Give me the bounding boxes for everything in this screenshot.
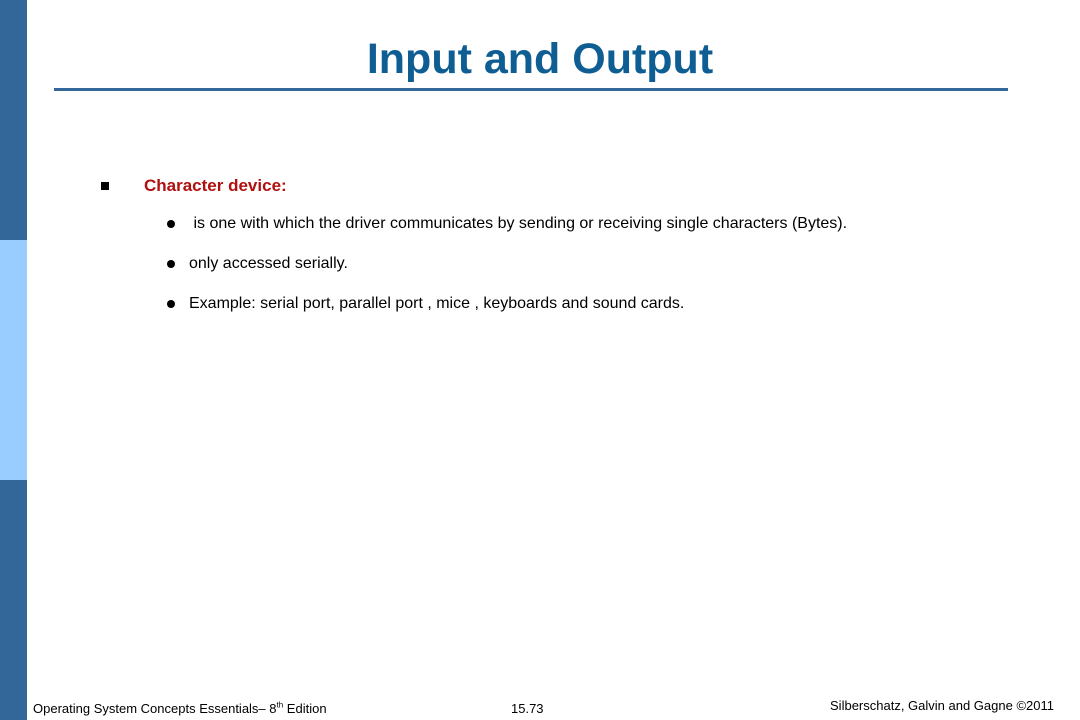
sub-bullet — [167, 292, 684, 316]
slide-title: Input and Output — [366, 35, 714, 83]
sub-bullet — [167, 212, 847, 236]
footer-book-title — [33, 701, 327, 716]
side-bar-bottom — [0, 480, 27, 720]
sub-bullet — [167, 252, 348, 276]
footer-book-title-prefix: Operating System Concepts Essentials– 8 — [33, 701, 277, 716]
bullet-character-device — [101, 174, 287, 198]
footer-authors: Silberschatz, Galvin and Gagne ©2011 — [830, 698, 1054, 713]
square-bullet-icon — [101, 182, 109, 190]
sub-bullet-text: only accessed serially. — [189, 255, 348, 272]
side-bar-middle — [0, 240, 27, 480]
sub-bullet-text: Example: serial port, parallel port , mice , keyboards and sound cards. — [189, 295, 685, 312]
footer-superscript: th — [276, 700, 284, 710]
footer-book-title-suffix: Edition — [283, 701, 327, 716]
title-underline — [54, 88, 1008, 91]
footer-page-number: 15.73 — [511, 701, 544, 716]
round-bullet-icon — [167, 260, 175, 268]
bullet-heading: Character device: — [144, 176, 287, 195]
sub-bullet-text: is one with which the driver communicates by sending or receiving single characters (Bytes). — [189, 215, 848, 232]
round-bullet-icon — [167, 220, 175, 228]
round-bullet-icon — [167, 300, 175, 308]
